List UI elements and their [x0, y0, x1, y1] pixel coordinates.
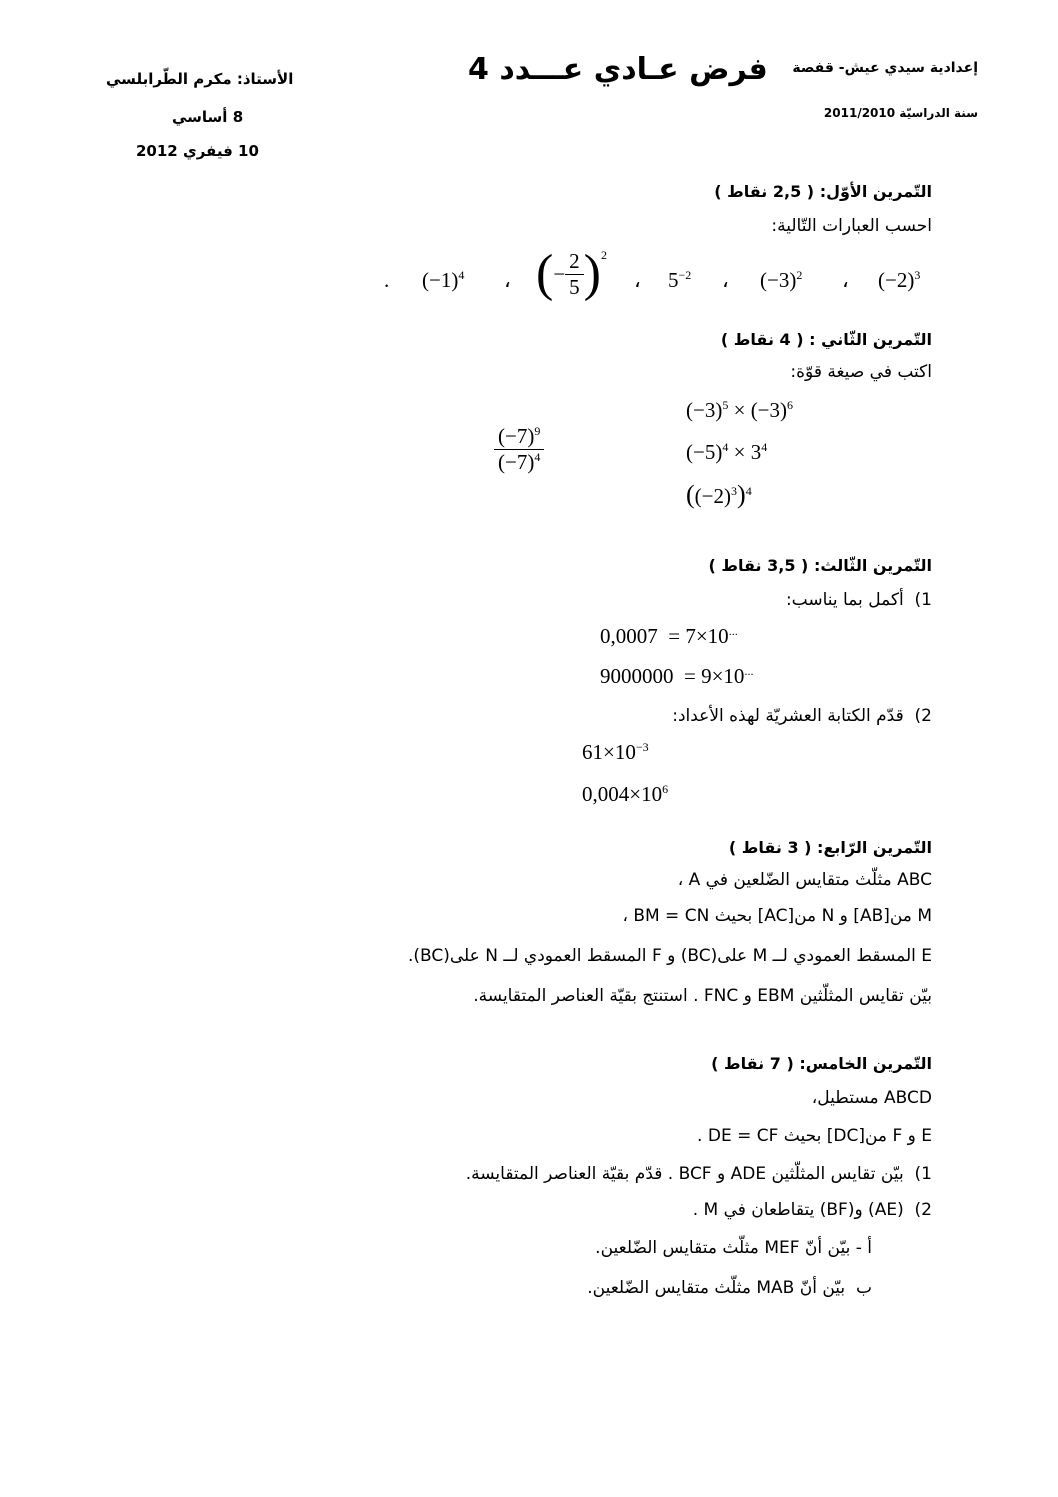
ex5-title: التّمرين الخامس: ( 7 نقاط ) [711, 1054, 932, 1073]
ex3-title: التّمرين الثّالث: ( 3,5 نقاط ) [708, 556, 932, 575]
ex3-value-2: $0,004\times 10^6$ [582, 782, 669, 806]
ex1-expr-4: ( − $\frac{2}{5}$ ) $^2$ [536, 245, 607, 302]
level: 8 أساسي [172, 108, 244, 126]
school-name: إعدادية سيدي عيش- قفصة [792, 60, 978, 76]
ex5-line-2: E و F من[DC] بحيث DE = CF . [697, 1126, 932, 1146]
ex5-qa: أ - بيّن أنّ MEF مثلّث متقايس الضّلعين. [595, 1238, 872, 1258]
school-year: سنة الدراسيّة 2011/2010 [823, 106, 978, 120]
ex5-q2: 2) (AE) و(BF) يتقاطعان في M . [692, 1200, 932, 1220]
ex3-value-1: $61\times 10^{-3}$ [582, 740, 649, 764]
ex1-end: . [384, 268, 390, 292]
ex3-line-2: 9000000 = 9×10... [600, 664, 754, 688]
ex1-sep-4: ، [504, 268, 511, 292]
ex4-line-1: ABC مثلّث متقايس الضّلعين في A ، [677, 870, 932, 890]
ex1-expr-3: $5^{-2}$ [668, 268, 692, 292]
exam-date: 10 فيفري 2012 [136, 142, 259, 160]
ex2-expr-2: $(-5)^4 \times 3^4$ [686, 440, 768, 464]
ex3-q2: 2) قدّم الكتابة العشريّة لهذه الأعداد: [672, 706, 932, 726]
ex1-sep-1: ، [842, 268, 849, 292]
ex4-line-3: E المسقط العمودي لــ M على(BC) و F المسقط العمودي لــ N على(BC). [407, 946, 932, 966]
ex1-sep-2: ، [722, 268, 729, 292]
ex3-line-1: 0,0007 = 7×10... [600, 624, 738, 648]
ex5-line-1: ABCD مستطيل، [811, 1088, 932, 1108]
ex2-title: التّمرين الثّاني : ( 4 نقاط ) [720, 330, 932, 349]
ex2-instruction: اكتب في صيغة قوّة: [790, 362, 932, 382]
ex1-expr-2: $(-3)^2$ [760, 268, 803, 292]
ex1-expr-1: $(-2)^3$ [878, 268, 921, 292]
ex5-qb: ب بيّن أنّ MAB مثلّث متقايس الضّلعين. [587, 1278, 872, 1298]
ex2-expr-3: $((-2)^3)^4$ [686, 480, 752, 509]
ex5-q1: 1) بيّن تقايس المثلّثين ADE و BCF . قدّم بقيّة العناصر المتقايسة. [465, 1164, 932, 1184]
ex2-fraction: $\frac{(-7)^9}{(-7)^4}$ [494, 424, 544, 475]
ex1-instruction: احسب العبارات التّالية: [771, 216, 932, 236]
page-title: فرض عـادي عـــدد 4 [468, 52, 768, 87]
ex4-line-4: بيّن تقايس المثلّثين EBM و FNC . استنتج بقيّة العناصر المتقايسة. [473, 986, 932, 1006]
ex1-expr-5: $(-1)^4$ [422, 268, 465, 292]
ex2-expr-1: $(-3)^5 \times (-3)^6$ [686, 398, 794, 422]
ex1-title: التّمرين الأوّل: ( 2,5 نقاط ) [714, 182, 932, 201]
ex4-title: التّمرين الرّابع: ( 3 نقاط ) [728, 838, 932, 857]
ex4-line-2: M من[AB] و N من[AC] بحيث BM = CN ، [622, 906, 932, 926]
ex3-q1: 1) أكمل بما يناسب: [785, 590, 932, 610]
ex1-sep-3: ، [634, 268, 641, 292]
teacher-name: الأستاذ: مكرم الطّرابلسي [106, 70, 294, 88]
